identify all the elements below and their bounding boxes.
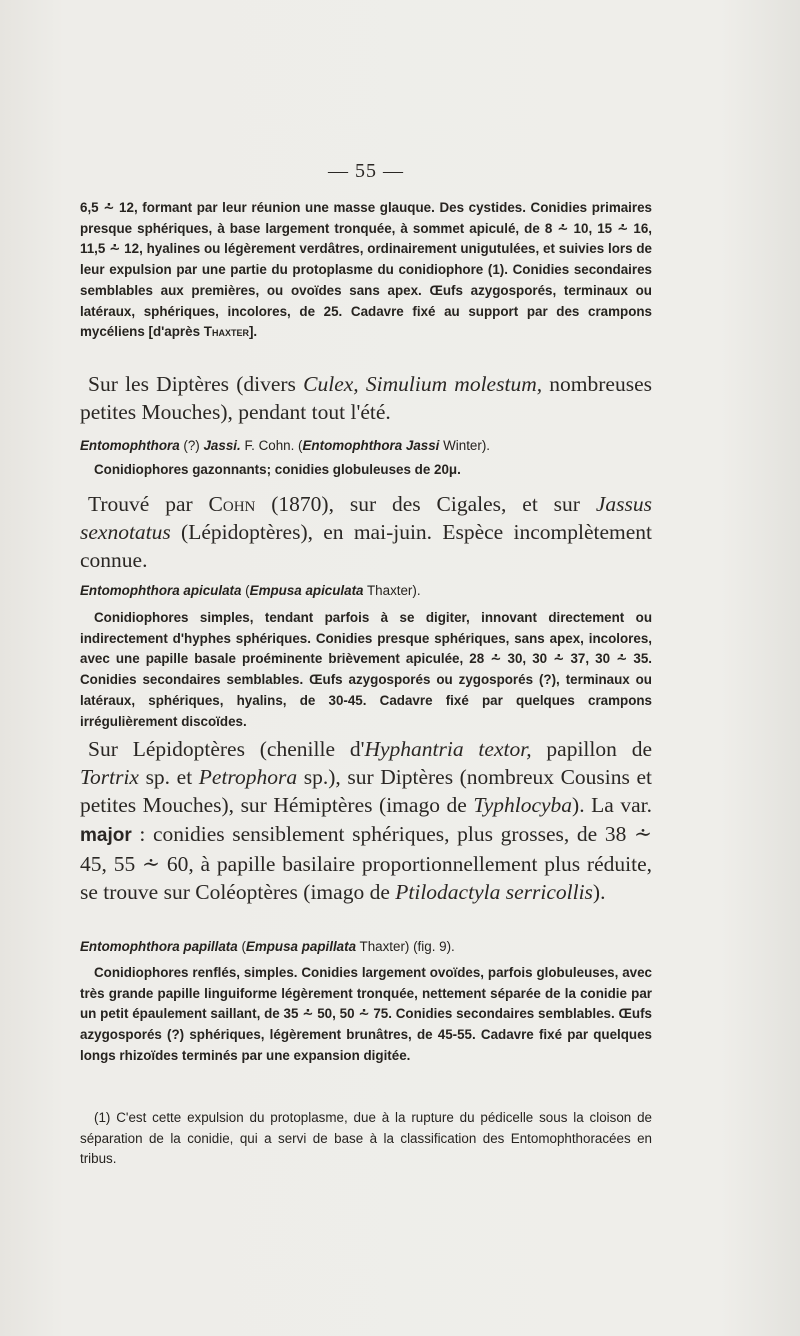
host-paragraph-1: Sur les Diptères (divers Culex, Simulium molestum, nombreuses petites Mouches), pendant tout l'été. <box>80 372 653 425</box>
page-number: — 55 — <box>328 160 404 182</box>
author-name: Thaxter <box>203 324 249 340</box>
description-paragraph-1: 6,5 ⩪ 12, formant par leur réunion une masse glauque. Des cystides. Conidies primaires presque sphériques, à base largement tronquée, à sommet apiculé, de 8 ⩪ 10, 15 ⩪ 16, 11,5 ⩪ 12, hyalines ou légèrement verdâtres, ordinairement unigutulées, et suivies lors de leur expulsion par une partie du protoplasme du conidiophore (1). Conidies secondaires semblables aux premières, ou ovoïdes sans apex. Œufs azygosporés, terminaux ou latéraux, sphériques, incolores, de 25. Cadavre fixé au support par des crampons mycéliens [d'après Thaxter]. <box>80 200 652 340</box>
species-heading-entomophthora-papillata: Entomophthora papillata (Empusa papillata Thaxter) (fig. 9). <box>80 939 455 954</box>
description-paragraph-3: Conidiophores simples, tendant parfois à se digiter, innovant directement ou indirectement d'hyphes sphériques. Conidies presque sphériques, sans apex, incolores, avec une papille basale proéminente brièvement apiculée, 28 ⩪ 30, 30 ⩪ 37, 30 ⩪ 35. Conidies secondaires semblables. Œufs azygosporés ou zygosporés (?), terminaux ou latéraux, sphériques, hyalins, de 30-45. Cadavre fixé par quelques crampons irrégulièrement discoïdes. <box>80 610 652 729</box>
species-heading-entomophthora-apiculata: Entomophthora apiculata (Empusa apiculata Thaxter). <box>80 583 421 598</box>
description-paragraph-4: Conidiophores renflés, simples. Conidies largement ovoïdes, parfois globuleuses, avec très grande papille linguiforme légèrement tronquée, nettement séparée de la conidie par un petit épaulement saillant, de 35 ⩪ 50, 50 ⩪ 75. Conidies secondaires semblables. Œufs azygosporés (?) sphériques, légèrement brunâtres, de 45-55. Cadavre fixé par quelques longs rhizoïdes terminés par une expansion digitée. <box>80 965 652 1063</box>
footnote: (1) C'est cette expulsion du protoplasme, due à la rupture du pédicelle sous la cloison de séparation de la conidie, qui a servi de base à la classification des Entomophthoracées en tribus. <box>80 1110 652 1167</box>
description-paragraph-2: Conidiophores gazonnants; conidies globuleuses de 20μ. <box>94 462 461 477</box>
host-paragraph-3: Sur Lépidoptères (chenille d'Hyphantria textor, papillon de Tortrix sp. et Petrophora sp.), sur Diptères (nombreux Cousins et petites Mouches), sur Hémiptères (imago de Typhlocyba). La var. major : conidies sensiblement sphériques, plus grosses, de 38 ⩪ 45, 55 ⩪ 60, à papille basilaire proportionnellement plus réduite, se trouve sur Coléoptères (imago de Ptilodactyla serricollis). <box>80 737 653 905</box>
host-paragraph-2: Trouvé par Cohn (1870), sur des Cigales, et sur Jassus sexnotatus (Lépidoptères), en mai-juin. Espèce incomplètement connue. <box>80 492 652 573</box>
species-heading-entomophthora-jassi: Entomophthora (?) Jassi. F. Cohn. (Entomophthora Jassi Winter). <box>80 438 490 453</box>
